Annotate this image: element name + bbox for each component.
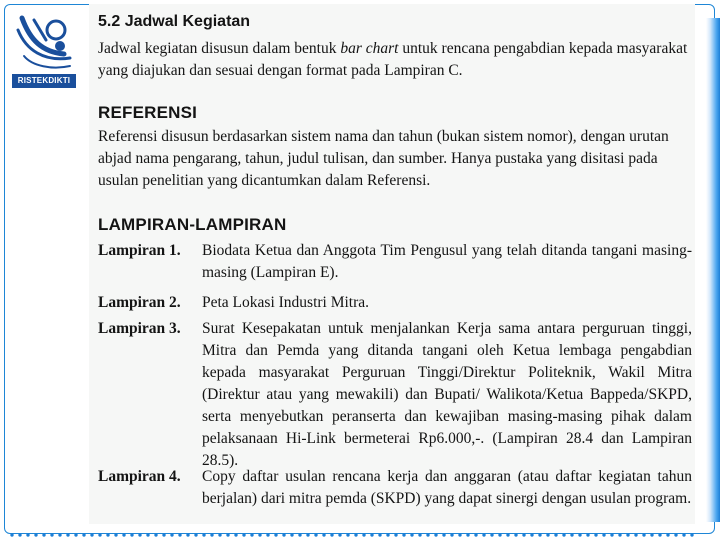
section-text-after: untuk rencana pengabdian kepada masyarakat yang diajukan dan sesuai dengan format pada Lampiran C. bbox=[98, 40, 688, 79]
lampiran-item bbox=[98, 240, 694, 284]
slide-bottom-decoration bbox=[8, 532, 698, 538]
lampiran-item bbox=[98, 318, 694, 472]
logo-label: RISTEKDIKTI bbox=[12, 74, 76, 88]
lampiran-text: Copy daftar usulan rencana kerja dan anggaran (atau daftar kegiatan tahun berjalan) dari mitra pemda (SKPD) yang dapat sinergi dengan usulan program. bbox=[202, 468, 692, 507]
ristekdikti-emblem-icon bbox=[12, 10, 76, 74]
section-paragraph bbox=[98, 38, 694, 82]
section-text-before: Jadwal kegiatan disusun dalam bentuk bbox=[98, 40, 341, 57]
lampiran-text: Biodata Ketua dan Anggota Tim Pengusul yang telah ditanda tangani masing-masing (Lampiran E). bbox=[202, 242, 692, 281]
lampiran-label: Lampiran 1. bbox=[98, 242, 181, 259]
lampiran-heading: LAMPIRAN-LAMPIRAN bbox=[98, 215, 287, 234]
lampiran-label: Lampiran 2. bbox=[98, 294, 181, 311]
lampiran-label: Lampiran 4. bbox=[98, 468, 181, 485]
lampiran-text: Surat Kesepakatan untuk menjalankan Kerja sama antara perguruan tinggi, Mitra dan Pemda yang ditanda tangani oleh Ketua lembaga pengabdian kepada masyarakat Perguruan Tinggi/Direktur Politeknik, Wakil Mitra (Direktur atau yang mewakili) dan Bupati/ Walikota/Ketua Bappeda/SKPD, serta menyebutkan peranserta dan kewajiban masing-masing pihak dalam pelaksanaan Hi-Link bermeterai Rp6.000,-. (Lampiran 28.4 dan Lampiran 28.5). bbox=[202, 320, 692, 469]
document-page bbox=[89, 4, 695, 524]
lampiran-item bbox=[98, 292, 694, 314]
referensi-paragraph: Referensi disusun berdasarkan sistem nama dan tahun (bukan sistem nomor), dengan urutan abjad nama pengarang, tahun, judul tulisan, dan sumber. Hanya pustaka yang disitasi pada usulan penelitian yang dicantumkan dalam Referensi. bbox=[98, 128, 669, 189]
lampiran-item bbox=[98, 466, 694, 510]
lampiran-label: Lampiran 3. bbox=[98, 320, 181, 337]
lampiran-text: Peta Lokasi Industri Mitra. bbox=[202, 294, 370, 311]
section-heading: 5.2 Jadwal Kegiatan bbox=[98, 13, 251, 30]
referensi-heading: REFERENSI bbox=[98, 103, 198, 122]
section-text-emphasis: bar chart bbox=[340, 40, 399, 57]
ristekdikti-logo bbox=[12, 10, 76, 92]
slide-side-decoration bbox=[706, 18, 720, 522]
